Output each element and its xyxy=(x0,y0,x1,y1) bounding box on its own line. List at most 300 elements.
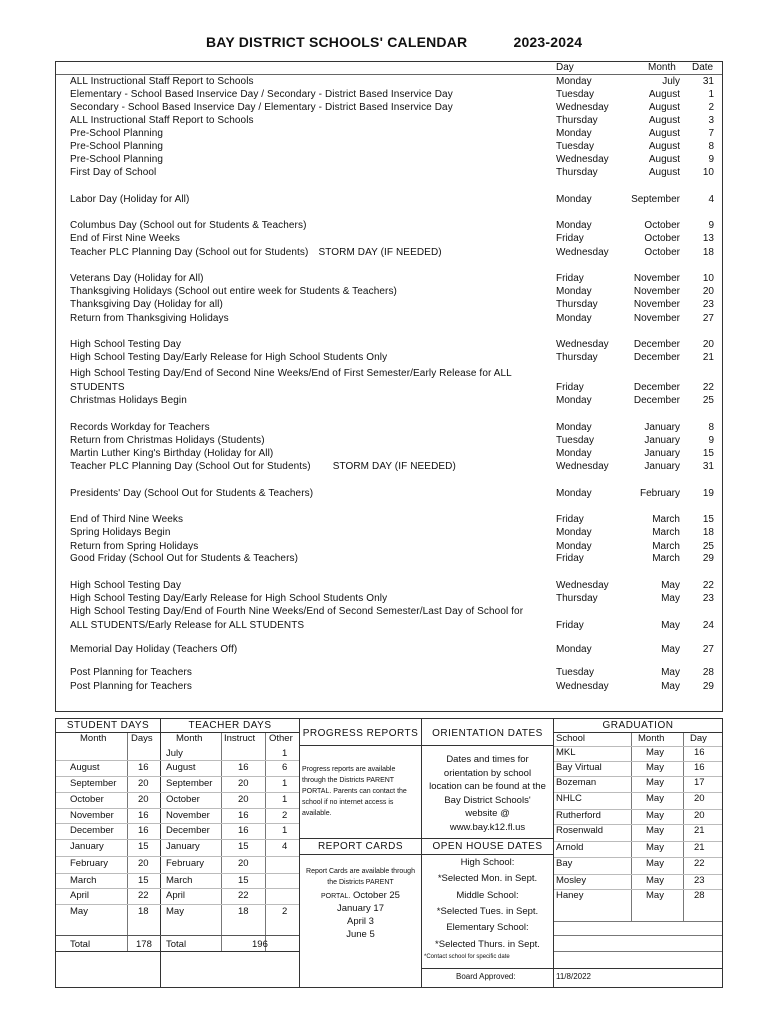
sd-col-days: Days xyxy=(131,733,153,744)
event-label xyxy=(70,681,192,692)
grad-school: Bay Virtual xyxy=(556,762,602,773)
teacher-month: February xyxy=(166,858,205,869)
event-day: Monday xyxy=(556,422,592,433)
sd-total-label: Total xyxy=(70,939,91,950)
event-date: 8 xyxy=(708,422,714,433)
event-day: Monday xyxy=(556,644,592,655)
total-rule xyxy=(56,935,299,936)
event-month: October xyxy=(644,233,680,244)
event-month: March xyxy=(652,527,680,538)
event-day: Wednesday xyxy=(556,681,609,692)
event-text: Christmas Holidays Begin xyxy=(70,395,187,406)
student-month: February xyxy=(70,858,109,869)
divider xyxy=(265,733,266,951)
teacher-month: January xyxy=(166,841,200,852)
event-text: Good Friday (School Out for Students & Teachers) xyxy=(70,553,299,564)
summary-section xyxy=(55,718,723,988)
grad-day: 20 xyxy=(694,810,705,821)
teacher-instruct: 15 xyxy=(238,841,249,852)
orientation-title: ORIENTATION DATES xyxy=(432,728,543,739)
event-label xyxy=(70,527,171,538)
event-day: Monday xyxy=(556,527,592,538)
event-day: Monday xyxy=(556,448,592,459)
open-house-line: *Selected Thurs. in Sept. xyxy=(435,938,540,950)
student-days-count: 20 xyxy=(138,858,149,869)
event-month: August xyxy=(648,141,680,152)
event-day: Wednesday xyxy=(556,102,609,113)
event-day: Friday xyxy=(556,514,584,525)
grad-month: May xyxy=(646,842,664,853)
grad-month: May xyxy=(646,777,664,788)
report-card-date: June 5 xyxy=(346,929,375,940)
event-date: 29 xyxy=(702,553,714,564)
teacher-other: 2 xyxy=(282,906,288,917)
event-date: 27 xyxy=(702,313,714,324)
event-date: 2 xyxy=(708,102,714,113)
event-label xyxy=(70,395,187,406)
event-month: December xyxy=(633,352,680,363)
event-month: February xyxy=(639,488,680,499)
open-house-line: *Selected Mon. in Sept. xyxy=(437,873,538,885)
header-day: Day xyxy=(556,62,574,73)
td-col-instruct: Instruct xyxy=(224,733,256,744)
event-text: High School Testing Day/Early Release for High School Students Only xyxy=(70,352,388,363)
event-label xyxy=(70,488,313,499)
event-text: Memorial Day Holiday (Teachers Off) xyxy=(70,644,238,655)
event-day: Wednesday xyxy=(556,339,609,350)
event-month: January xyxy=(644,448,680,459)
event-label xyxy=(70,514,183,525)
grad-day: 16 xyxy=(694,762,705,773)
divider xyxy=(160,718,161,988)
grad-school: Haney xyxy=(556,890,584,901)
event-day: Thursday xyxy=(556,167,598,178)
event-label xyxy=(70,606,523,617)
row-rule xyxy=(554,874,722,875)
event-label xyxy=(70,352,387,363)
event-month: May xyxy=(661,644,680,655)
grad-school: Mosley xyxy=(556,875,587,886)
event-day: Friday xyxy=(556,382,584,393)
event-day: Monday xyxy=(556,395,592,406)
event-text: Post Planning for Teachers xyxy=(70,667,192,678)
grad-month: May xyxy=(646,890,664,901)
event-label xyxy=(70,102,453,113)
sd-col-month: Month xyxy=(80,733,107,744)
header-date: Date xyxy=(692,62,714,73)
event-month: March xyxy=(652,553,680,564)
row-rule xyxy=(56,792,299,793)
row-rule xyxy=(554,889,722,890)
event-month: December xyxy=(633,339,680,350)
event-month: March xyxy=(652,514,680,525)
report-card-date: January 17 xyxy=(336,903,384,914)
event-text: Post Planning for Teachers xyxy=(70,681,192,692)
event-day: Monday xyxy=(556,128,592,139)
event-day: Tuesday xyxy=(556,667,594,678)
teacher-month: May xyxy=(166,906,184,917)
event-date: 25 xyxy=(702,541,714,552)
event-month: August xyxy=(648,115,680,126)
event-label xyxy=(70,461,456,472)
event-month: August xyxy=(648,128,680,139)
grad-day: 23 xyxy=(694,875,705,886)
student-month: March xyxy=(70,875,97,886)
event-label xyxy=(70,553,298,564)
event-text: Teacher PLC Planning Day (School out for Students) xyxy=(70,247,309,258)
teacher-month: December xyxy=(166,825,210,836)
event-label xyxy=(70,115,254,126)
grad-day: 21 xyxy=(694,825,705,836)
event-date: 1 xyxy=(708,89,714,100)
event-label xyxy=(70,89,453,100)
row-rule xyxy=(554,809,722,810)
event-text: High School Testing Day/Early Release for High School Students Only xyxy=(70,593,388,604)
event-day: Wednesday xyxy=(556,461,609,472)
orientation-line: Bay District Schools' xyxy=(444,794,531,806)
event-month: August xyxy=(648,89,680,100)
event-day: Wednesday xyxy=(556,580,609,591)
event-text: High School Testing Day xyxy=(70,580,182,591)
teacher-month: April xyxy=(166,890,186,901)
sd-total: 178 xyxy=(136,939,152,950)
grad-month: May xyxy=(646,810,664,821)
open-house-note: *Contact school for specific date xyxy=(424,954,510,960)
teacher-instruct: 16 xyxy=(238,762,249,773)
grad-school: Rutherford xyxy=(556,810,601,821)
grad-col-school: School xyxy=(556,733,586,744)
event-text: ALL Instructional Staff Report to Schools xyxy=(70,76,254,87)
teacher-month: March xyxy=(166,875,193,886)
rule xyxy=(56,951,299,952)
rule xyxy=(421,968,723,969)
event-text: End of Third Nine Weeks xyxy=(70,514,184,525)
event-month: August xyxy=(648,154,680,165)
teacher-instruct: 16 xyxy=(238,810,249,821)
event-month: November xyxy=(633,286,680,297)
row-rule xyxy=(56,760,299,761)
report-cards-portal: PORTAL. xyxy=(321,893,351,900)
event-date: 10 xyxy=(702,167,714,178)
event-text: Thanksgiving Day (Holiday for all) xyxy=(70,299,223,310)
header-rule xyxy=(56,74,722,75)
event-date: 19 xyxy=(702,488,714,499)
teacher-other: 1 xyxy=(282,748,288,759)
event-day: Tuesday xyxy=(556,89,594,100)
event-label xyxy=(70,220,307,231)
event-text: First Day of School xyxy=(70,167,157,178)
orientation-line: website @ xyxy=(465,808,510,819)
grad-day: 17 xyxy=(694,777,705,788)
event-label xyxy=(70,422,210,433)
report-cards-text: Report Cards are available through the Districts PARENT xyxy=(306,868,415,886)
teacher-instruct: 22 xyxy=(238,890,249,901)
student-month: November xyxy=(70,810,114,821)
event-label xyxy=(70,368,512,379)
event-month: November xyxy=(633,313,680,324)
divider xyxy=(299,718,300,988)
event-day: Wednesday xyxy=(556,247,609,258)
event-day: Monday xyxy=(556,76,592,87)
event-day: Monday xyxy=(556,313,592,324)
board-approved-date: 11/8/2022 xyxy=(556,972,591,981)
student-days-count: 16 xyxy=(138,825,149,836)
event-date: 7 xyxy=(708,128,714,139)
event-date: 28 xyxy=(702,667,714,678)
event-month: December xyxy=(633,382,680,393)
teacher-instruct: 20 xyxy=(238,794,249,805)
row-rule xyxy=(554,792,722,793)
student-days-count: 15 xyxy=(138,875,149,886)
event-date: 22 xyxy=(702,580,714,591)
event-month: September xyxy=(631,194,680,205)
td-total: 196 xyxy=(252,939,268,950)
graduation-title: GRADUATION xyxy=(602,720,674,731)
teacher-other: 4 xyxy=(282,841,288,852)
student-month: May xyxy=(70,906,88,917)
student-days-count: 16 xyxy=(138,762,149,773)
row-rule xyxy=(554,841,722,842)
event-label xyxy=(70,667,192,678)
event-day: Monday xyxy=(556,286,592,297)
grad-day: 21 xyxy=(694,842,705,853)
event-date: 9 xyxy=(708,435,714,446)
event-date: 25 xyxy=(702,395,714,406)
event-text: ALL Instructional Staff Report to Schools xyxy=(70,115,254,126)
event-day: Tuesday xyxy=(556,141,594,152)
event-label xyxy=(70,580,181,591)
event-label xyxy=(70,541,198,552)
event-date: 9 xyxy=(708,220,714,231)
event-date: 4 xyxy=(708,194,714,205)
teacher-instruct: 15 xyxy=(238,875,249,886)
event-text: Return from Christmas Holidays (Students) xyxy=(70,435,265,446)
event-month: October xyxy=(644,220,680,231)
event-date: 31 xyxy=(702,76,714,87)
open-house-line: Elementary School: xyxy=(446,922,529,934)
student-days-count: 16 xyxy=(138,810,149,821)
rule xyxy=(300,745,553,746)
open-house-line: High School: xyxy=(460,857,515,868)
storm-day-note: STORM DAY (IF NEEDED) xyxy=(318,247,442,258)
row-rule xyxy=(56,888,299,889)
teacher-days-title: TEACHER DAYS xyxy=(188,720,272,731)
teacher-month: September xyxy=(166,778,213,789)
report-card-date: April 3 xyxy=(347,916,374,927)
event-text: Pre-School Planning xyxy=(70,128,164,139)
event-day: Friday xyxy=(556,273,584,284)
teacher-instruct: 16 xyxy=(238,825,249,836)
event-month: May xyxy=(661,681,680,692)
event-label xyxy=(70,233,180,244)
orientation-line: orientation by school xyxy=(443,767,532,779)
event-label xyxy=(70,593,387,604)
event-text: Return from Thanksgiving Holidays xyxy=(70,313,229,324)
row-rule xyxy=(554,761,722,762)
teacher-other: 2 xyxy=(282,810,288,821)
event-month: January xyxy=(644,461,680,472)
event-text: Thanksgiving Holidays (School out entire week for Students & Teachers) xyxy=(70,286,397,297)
row-rule xyxy=(554,857,722,858)
event-day: Monday xyxy=(556,488,592,499)
teacher-month: July xyxy=(166,748,183,759)
event-date: 3 xyxy=(708,115,714,126)
event-label-continued: ALL STUDENTS/Early Release for ALL STUDENTS xyxy=(70,620,305,631)
open-house-line: *Selected Tues. in Sept. xyxy=(436,905,539,917)
event-text: Labor Day (Holiday for All) xyxy=(70,194,190,205)
header-month: Month xyxy=(648,62,676,73)
progress-reports-text: Progress reports are available through the Districts PARENT PORTAL. Parents can contact the school if no internet access is available. xyxy=(302,766,407,817)
td-col-month: Month xyxy=(176,733,203,744)
event-month: October xyxy=(644,247,680,258)
event-date: 27 xyxy=(702,644,714,655)
event-month: August xyxy=(648,102,680,113)
grad-month: May xyxy=(646,875,664,886)
row-rule xyxy=(56,904,299,905)
event-month: November xyxy=(633,273,680,284)
teacher-month: November xyxy=(166,810,210,821)
event-text: High School Testing Day/End of Fourth Nine Weeks/End of Second Semester/Last Day of School for xyxy=(70,606,524,617)
event-text: Records Workday for Teachers xyxy=(70,422,210,433)
grad-school: Rosenwald xyxy=(556,825,603,836)
event-text: Spring Holidays Begin xyxy=(70,527,171,538)
event-label xyxy=(70,273,204,284)
row-rule xyxy=(56,856,299,857)
rule xyxy=(554,951,722,952)
event-text: Pre-School Planning xyxy=(70,141,164,152)
event-day: Thursday xyxy=(556,299,598,310)
student-month: August xyxy=(70,762,100,773)
event-date: 15 xyxy=(702,448,714,459)
grad-school: MKL xyxy=(556,747,576,758)
event-text: Teacher PLC Planning Day (School Out for Students) xyxy=(70,461,311,472)
event-day: Monday xyxy=(556,194,592,205)
event-day: Friday xyxy=(556,233,584,244)
rule xyxy=(300,854,553,855)
event-date: 23 xyxy=(702,593,714,604)
teacher-instruct: 20 xyxy=(238,778,249,789)
grad-month: May xyxy=(646,762,664,773)
event-label xyxy=(70,76,254,87)
rule xyxy=(554,921,722,922)
open-house-line: Middle School: xyxy=(456,889,519,901)
event-month: May xyxy=(661,593,680,604)
grad-month: May xyxy=(646,858,664,869)
report-cards-dates xyxy=(300,890,421,901)
grad-school: Bay xyxy=(556,858,573,869)
event-label xyxy=(70,167,156,178)
event-day: Thursday xyxy=(556,593,598,604)
event-text: Secondary - School Based Inservice Day / Elementary - District Based Inservice Day xyxy=(70,102,453,113)
event-label xyxy=(70,299,223,310)
row-rule xyxy=(56,776,299,777)
open-house-title: OPEN HOUSE DATES xyxy=(432,841,543,852)
divider xyxy=(221,733,222,951)
event-text: Elementary - School Based Inservice Day / Secondary - District Based Inservice Day xyxy=(70,89,453,100)
event-label xyxy=(70,339,181,350)
event-label xyxy=(70,247,442,258)
report-card-date: October 25 xyxy=(352,890,400,901)
event-date: 20 xyxy=(702,339,714,350)
grad-school: Arnold xyxy=(556,842,584,853)
event-date: 24 xyxy=(702,620,714,631)
event-month: December xyxy=(633,395,680,406)
student-days-count: 20 xyxy=(138,794,149,805)
teacher-other: 1 xyxy=(282,825,288,836)
divider xyxy=(127,733,128,951)
event-date: 10 xyxy=(702,273,714,284)
event-day: Friday xyxy=(556,553,584,564)
event-label xyxy=(70,286,397,297)
student-days-count: 15 xyxy=(138,841,149,852)
event-date: 20 xyxy=(702,286,714,297)
event-month: July xyxy=(662,76,680,87)
grad-day: 16 xyxy=(694,747,705,758)
grad-col-day: Day xyxy=(690,733,707,744)
event-day: Monday xyxy=(556,541,592,552)
event-day: Thursday xyxy=(556,352,598,363)
event-label xyxy=(70,128,163,139)
student-month: September xyxy=(70,778,117,789)
event-text: Pre-School Planning xyxy=(70,154,164,165)
event-day: Tuesday xyxy=(556,435,594,446)
event-text: Veterans Day (Holiday for All) xyxy=(70,273,204,284)
report-cards-title: REPORT CARDS xyxy=(317,841,404,852)
event-date: 29 xyxy=(702,681,714,692)
grad-day: 20 xyxy=(694,793,705,804)
grad-month: May xyxy=(646,747,664,758)
orientation-line: www.bay.k12.fl.us xyxy=(449,821,526,833)
event-label xyxy=(70,448,273,459)
event-day: Friday xyxy=(556,620,584,631)
event-date: 31 xyxy=(702,461,714,472)
event-date: 18 xyxy=(702,247,714,258)
event-label xyxy=(70,313,229,324)
student-days-count: 18 xyxy=(138,906,149,917)
row-rule xyxy=(56,808,299,809)
teacher-month: August xyxy=(166,762,196,773)
row-rule xyxy=(56,839,299,840)
grad-day: 22 xyxy=(694,858,705,869)
teacher-other: 6 xyxy=(282,762,288,773)
row-rule xyxy=(56,823,299,824)
progress-reports-title: PROGRESS REPORTS xyxy=(302,728,419,739)
student-days-count: 22 xyxy=(138,890,149,901)
student-days-count: 20 xyxy=(138,778,149,789)
grad-day: 28 xyxy=(694,890,705,901)
event-month: January xyxy=(644,422,680,433)
row-rule xyxy=(554,746,722,747)
grad-col-month: Month xyxy=(638,733,665,744)
grad-month: May xyxy=(646,793,664,804)
student-month: January xyxy=(70,841,104,852)
event-text: Martin Luther King's Birthday (Holiday for All) xyxy=(70,448,274,459)
divider xyxy=(553,718,554,988)
teacher-other: 1 xyxy=(282,778,288,789)
event-label xyxy=(70,435,265,446)
event-date: 18 xyxy=(702,527,714,538)
calendar-title xyxy=(206,34,582,50)
rule xyxy=(300,838,553,839)
event-label xyxy=(70,141,163,152)
event-text: Presidents' Day (School Out for Students & Teachers) xyxy=(70,488,314,499)
student-month: April xyxy=(70,890,90,901)
orientation-line: Dates and times for xyxy=(446,754,529,765)
grad-school: Bozeman xyxy=(556,777,597,788)
event-month: May xyxy=(661,667,680,678)
row-rule xyxy=(554,776,722,777)
event-text: Return from Spring Holidays xyxy=(70,541,199,552)
